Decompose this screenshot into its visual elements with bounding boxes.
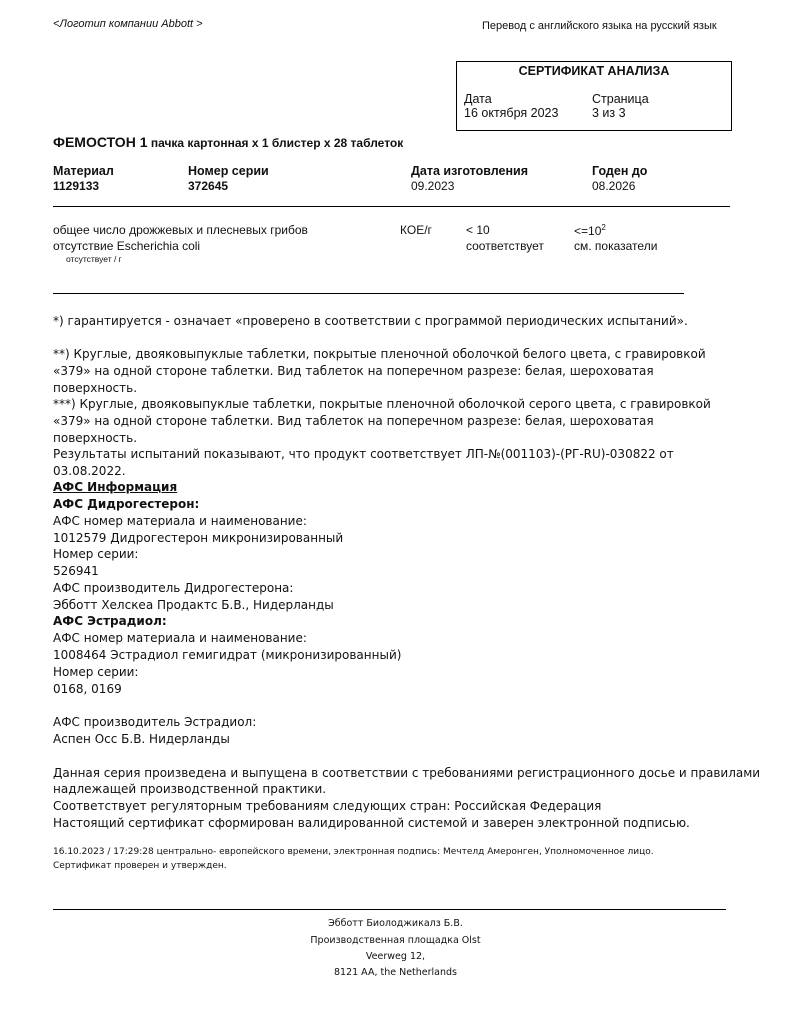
page-value: 3 из 3 [592, 106, 626, 120]
footer-site: Производственная площадка Olst [310, 935, 481, 946]
afs-dydro-batch-label: Номер серии: [53, 547, 139, 561]
logo-placeholder: <Логотип компании Abbott > [53, 18, 203, 30]
test-spec [574, 223, 606, 238]
afs-estr-manufacturer-label: АФС производитель Эстрадиол: [53, 715, 257, 729]
approval-line: Сертификат проверен и утвержден. [53, 861, 227, 871]
footer-city: 8121 AA, the Netherlands [333, 967, 458, 978]
afs-estr-batch-value: 0168, 0169 [53, 682, 122, 696]
footer-company: Эбботт Биолоджикалз Б.В. [328, 918, 463, 929]
afs-dydro-manufacturer-label: АФС производитель Дидрогестерона: [53, 581, 294, 595]
afs-dydro-material-value: 1012579 Дидрогестерон микронизированный [53, 531, 344, 545]
test-subnote: отсутствует / г [66, 254, 122, 264]
test-spec: см. показатели [574, 239, 658, 253]
test-name: отсутствие Escherichia coli [53, 239, 201, 253]
afs-dydro-manufacturer-value: Эбботт Хелскеа Продактс Б.В., Нидерланды [53, 598, 334, 612]
certificate-title: СЕРТИФИКАТ АНАЛИЗА [518, 64, 670, 78]
afs-estr-material-label: АФС номер материала и наименование: [53, 631, 307, 645]
note-grey-tablet: ***) Круглые, двояковыпуклые таблетки, покрытые пленочной оболочкой серого цвета, с гравировкой «379» на одной стороне таблетки. Вид таблеток на поперечном разрезе: белая, шероховатая поверхность. [53, 397, 711, 445]
product-title [53, 134, 403, 150]
afs-estr-manufacturer-value: Аспен Осс Б.В. Нидерланды [53, 732, 230, 746]
afs-dydrogesterone-heading: АФС Дидрогестерон: [53, 497, 200, 511]
product-name: ФЕМОСТОН 1 [53, 134, 148, 150]
expiry-value: 08.2026 [592, 179, 636, 193]
expiry-label: Годен до [592, 164, 648, 178]
date-value: 16 октября 2023 [464, 106, 559, 120]
release-line-2: надлежащей производственной практики. [53, 782, 327, 796]
material-label: Материал [53, 164, 114, 178]
manufacture-date-value: 09.2023 [411, 179, 455, 193]
results-statement: Результаты испытаний показывают, что продукт соответствует ЛП-№(001103)-(РГ-RU)-030822 от 03.08.2022. [53, 447, 674, 478]
divider [53, 293, 684, 294]
divider [53, 206, 730, 207]
material-value: 1129133 [53, 179, 100, 193]
note-white-tablet: **) Круглые, двояковыпуклые таблетки, покрытые пленочной оболочкой белого цвета, с гравировкой «379» на одной стороне таблетки. Вид таблеток на поперечном разрезе: белая, шероховатая поверхность. [53, 347, 706, 395]
afs-dydro-material-label: АФС номер материала и наименование: [53, 514, 307, 528]
signature-line: 16.10.2023 / 17:29:28 центрально- европейского времени, электронная подпись: Мечтелд Амеронген, Уполномоченное лицо. [53, 847, 654, 857]
test-spec-exponent: 2 [601, 223, 606, 232]
note-guaranteed: *) гарантируется - означает «проверено в соответствии с программой периодических испытаний». [53, 314, 688, 328]
test-name: общее число дрожжевых и плесневых грибов [53, 223, 308, 237]
manufacture-date-label: Дата изготовления [411, 164, 529, 178]
page-label: Страница [592, 92, 649, 106]
test-spec-base: <=10 [574, 224, 602, 238]
afs-estr-batch-label: Номер серии: [53, 665, 139, 679]
certificate-box [456, 61, 732, 131]
afs-estr-material-value: 1008464 Эстрадиол гемигидрат (микронизированный) [53, 648, 402, 662]
footer-divider [53, 909, 726, 910]
batch-value: 372645 [188, 179, 229, 193]
date-label: Дата [464, 92, 492, 106]
afs-heading: АФС Информация [53, 480, 178, 494]
translation-note: Перевод с английского языка на русский язык [482, 20, 717, 32]
afs-dydro-batch-value: 526941 [53, 564, 99, 578]
test-result: соответствует [466, 239, 544, 253]
product-description: пачка картонная х 1 блистер х 28 таблеток [150, 136, 404, 150]
afs-estradiol-heading: АФС Эстрадиол: [53, 614, 167, 628]
release-line-4: Настоящий сертификат сформирован валидированной системой и заверен электронной подписью. [53, 816, 690, 830]
footer-street: Veerweg 12, [365, 951, 426, 962]
batch-label: Номер серии [188, 164, 269, 178]
release-line-1: Данная серия произведена и выпущена в соответствии с требованиями регистрационного досье и правилами [53, 766, 761, 780]
test-unit: КОЕ/г [400, 223, 432, 237]
release-line-3: Соответствует регуляторным требованиям следующих стран: Российская Федерация [53, 799, 602, 813]
test-result: < 10 [466, 223, 490, 237]
